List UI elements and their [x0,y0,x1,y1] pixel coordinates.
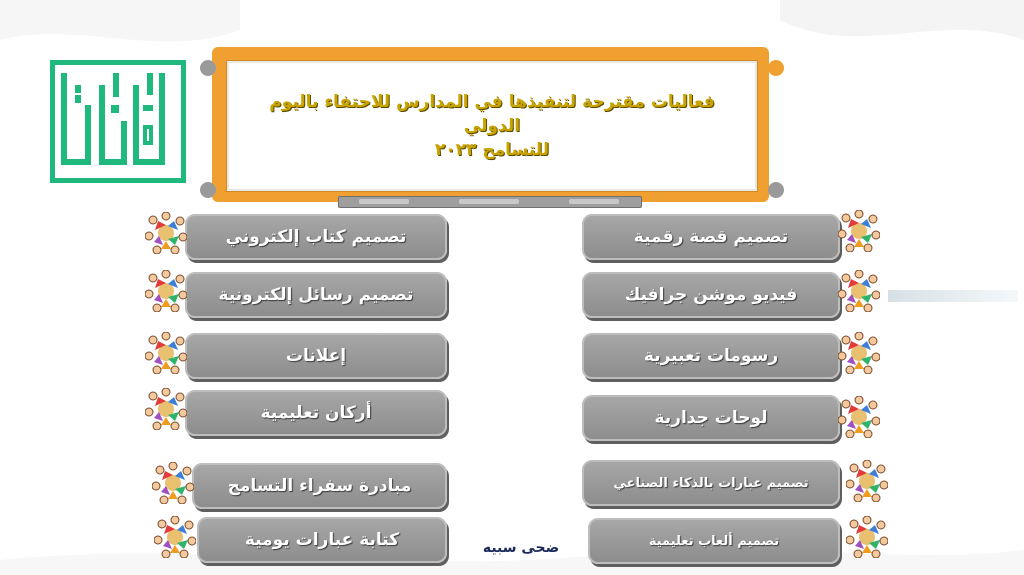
team-icon [838,332,880,374]
team-icon [152,462,194,504]
team-icon [145,212,187,254]
activity-daily-phrases[interactable]: كتابة عبارات يومية [197,517,447,563]
team-icon [145,270,187,312]
team-icon [838,270,880,312]
activity-ai-phrases[interactable]: تصميم عبارات بالذكاء الصناعي [582,460,840,506]
logo [50,60,186,183]
team-icon [846,516,888,558]
page-title [242,90,742,162]
board-peg [768,60,784,76]
activity-ambassadors[interactable]: مبادرة سفراء التسامح [192,463,447,509]
activity-ads[interactable]: إعلانات [185,333,447,379]
board-peg [768,182,784,198]
team-icon [838,210,880,252]
title-line-1: فعاليات مقترحة لتنفيذها في المدارس للاحتفاء باليوم الدولي [269,92,715,136]
team-icon [154,516,196,558]
activity-motion-graphics[interactable]: فيديو موشن جرافيك [582,272,840,318]
activity-digital-story[interactable]: تصميم قصة رقمية [582,214,840,260]
team-icon [838,396,880,438]
kufic-logo-icon [55,65,181,178]
title-line-2: للتسامح ٢٠٢٣ [434,140,550,160]
board-tray [338,196,642,208]
activity-emails[interactable]: تصميم رسائل إلكترونية [185,272,447,318]
board-peg [200,182,216,198]
board-peg [200,60,216,76]
team-icon [145,332,187,374]
author-name: ضحى سبيه [482,540,560,556]
activity-murals[interactable]: لوحات جدارية [582,395,840,441]
activity-learning-corners[interactable]: أركان تعليمية [185,390,447,436]
activity-drawings[interactable]: رسومات تعبيرية [582,333,840,379]
team-icon [145,388,187,430]
activity-ebook[interactable]: تصميم كتاب إلكتروني [185,214,447,260]
title-panel [226,60,758,192]
team-icon [846,460,888,502]
activity-games[interactable]: تصميم ألعاب تعليمية [588,518,840,564]
decorative-strip [888,290,1018,302]
